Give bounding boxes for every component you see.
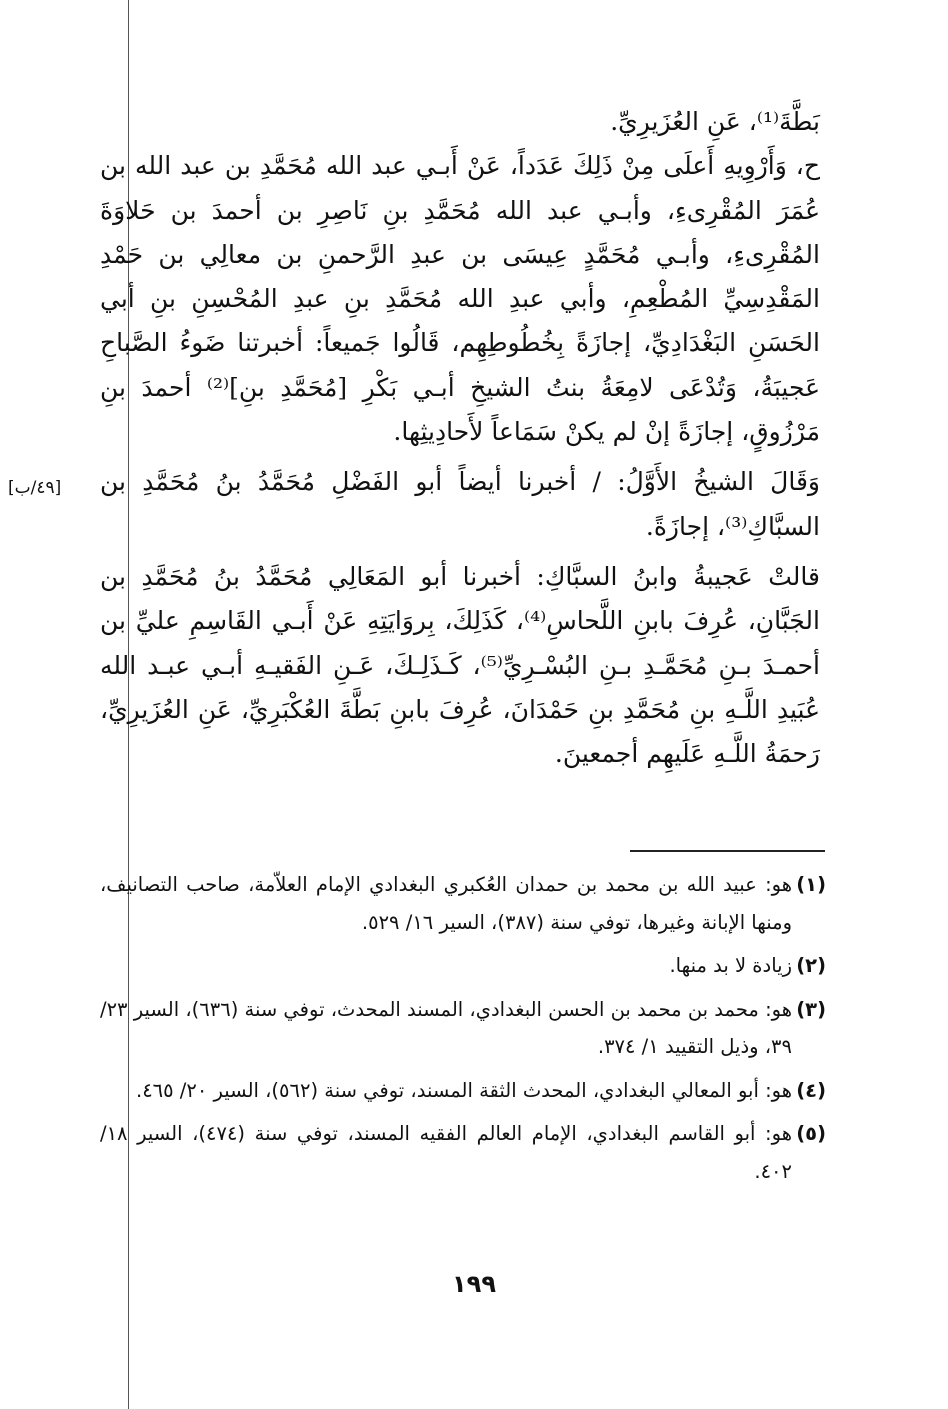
paragraph: ح، وَأَرْوِيهِ أَعلَى مِنْ ذَلِكَ عَدَداً، عَنْ أَبـي عبد الله مُحَمَّدِ بن عبد الله بن عُمَرَ المُقْرِىءِ، وأبـي عبد الله مُحَمَّدِ بنِ نَاصِرِ بن أحمدَ بن حَلاوَةَ المُقْرِىءِ، وأبـي مُحَمَّدٍ عِيسَى بن عبدِ الرَّحمنِ بن معالِي بن حَمْدِ المَقْدِسِيِّ المُطْعِمِ، وأبي عبدِ الله مُحَمَّدِ بنِ عبدِ المُحْسِنِ بنِ أبي الحَسَنِ البَغْدَادِيِّ، إجازَةً بِخُطُوطِهِم، قَالُوا جَميعاً: أخبرتنا ضَوءُ الصَّباحِ عَجيبَةُ، وَتُدْعَى لامِعَةُ بنتُ الشيخِ أبـي بَكْرِ [مُحَمَّدِ بنِ]⁽²⁾ أحمدَ بنِ مَرْزُوقٍ، إجازَةً إنْ لم يكنْ سَمَاعاً لأَحادِيثِها. [100,151,821,447]
footnote-number: (٢) [796,954,826,977]
page-number: ١٩٩ [452,1270,496,1298]
footnote [100,1115,826,1190]
footnote-separator [630,850,825,852]
footnote [100,947,826,985]
footnote-number: (١) [796,873,826,896]
footnote-text: هو: محمد بن محمد بن الحسن البغدادي، المسند المحدث، توفي سنة (٦٣٦)، السير ٢٣/ ٣٩، وذيل التقييد ١/ ٣٧٤. [100,997,792,1058]
paragraph: وَقَالَ الشيخُ الأَوَّلُ: / أخبرنا أيضاً أبو الفَضْلِ مُحَمَّدُ بنُ مُحَمَّدِ بن السبَّاكِ⁽³⁾، إجازَةً. [100,467,820,541]
paragraph: قالتْ عَجيبةُ وابنُ السبَّاكِ: أخبرنا أبو المَعَالِي مُحَمَّدُ بنُ مُحَمَّدِ بن الجَبَّانِ، عُرِفَ بابنِ اللَّحاسِ⁽⁴⁾، كَذَلِكَ، بِروَايَتِهِ عَنْ أَبـي القَاسِمِ عليِّ بن أحمـدَ بـنِ مُحَمَّـدِ بـنِ البُسْـرِيِّ⁽⁵⁾، كَـذَلِـكَ، عَـنِ الفَقيـهِ أبـي عبـد الله عُبَيدِ اللَّـهِ بنِ مُحَمَّدِ بنِ حَمْدَانَ، عُرِفَ بابنِ بَطَّةَ العُكْبَرِيِّ، عَنِ العُزَيرِيِّ، رَحمَةُ اللَّـهِ عَلَيهِم أجمعينَ. [100,561,820,769]
footnotes [100,866,826,1196]
manuscript-folio-marker: [٤٩/ب] [8,478,62,498]
footnote-number: (٣) [796,997,826,1021]
footnote [100,866,826,941]
footnote-text: هو: أبو القاسم البغدادي، الإمام العالم الفقيه المسند، توفي سنة (٤٧٤)، السير ١٨/ ٤٠٢. [100,1122,792,1183]
footnote-number: (٤) [796,1078,826,1102]
footnote-number: (٥) [796,1122,826,1145]
footnote [100,991,826,1066]
footnote [100,1072,826,1110]
main-text [100,100,820,782]
paragraph: بَطَّةَ⁽¹⁾، عَنِ العُزَيرِيِّ. [610,107,820,136]
footnote-text: هو: أبو المعالي البغدادي، المحدث الثقة المسند، توفي سنة (٥٦٢)، السير ٢٠/ ٤٦٥. [135,1078,792,1102]
footnote-text: هو: عبيد الله بن محمد بن حمدان العُكبري البغدادي الإمام العلاّمة، صاحب التصانيف، ومنها الإبانة وغيرها، توفي سنة (٣٨٧)، السير ١٦/ ٥٢٩. [100,873,792,934]
footnote-text: زيادة لا بد منها. [669,954,792,977]
